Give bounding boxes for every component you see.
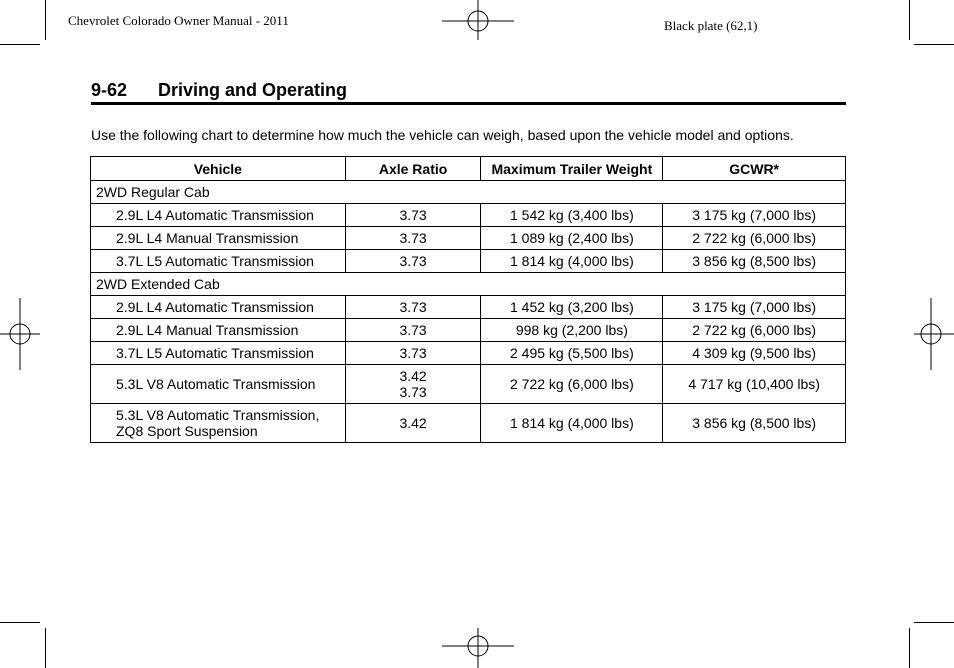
vehicle-cell: 2.9L L4 Manual Transmission xyxy=(91,227,346,250)
trailer-weight-cell: 1 089 kg (2,400 lbs) xyxy=(481,227,663,250)
crop-mark xyxy=(45,628,46,668)
intro-paragraph: Use the following chart to determine how much the vehicle can weigh, based upon the vehicle model and options. xyxy=(91,127,794,143)
vehicle-cell: 2.9L L4 Automatic Transmission xyxy=(91,296,346,319)
section-heading xyxy=(91,80,347,101)
group-row xyxy=(91,273,846,296)
crop-mark xyxy=(909,0,910,40)
trailer-weight-table xyxy=(90,156,846,443)
trailer-weight-cell: 1 452 kg (3,200 lbs) xyxy=(481,296,663,319)
gcwr-cell: 3 856 kg (8,500 lbs) xyxy=(663,250,846,273)
crop-mark xyxy=(0,622,40,623)
table-row xyxy=(91,404,846,443)
vehicle-cell: 2.9L L4 Manual Transmission xyxy=(91,319,346,342)
vehicle-cell: 3.7L L5 Automatic Transmission xyxy=(91,342,346,365)
group-label: 2WD Extended Cab xyxy=(91,273,846,296)
gcwr-cell: 3 175 kg (7,000 lbs) xyxy=(663,204,846,227)
table-row xyxy=(91,342,846,365)
heading-rule xyxy=(91,102,846,105)
axle-ratio-cell: 3.42 xyxy=(345,404,481,443)
table-row xyxy=(91,319,846,342)
axle-ratio-cell: 3.73 xyxy=(345,342,481,365)
crop-mark xyxy=(0,44,40,45)
gcwr-cell: 3 175 kg (7,000 lbs) xyxy=(663,296,846,319)
gcwr-cell: 4 717 kg (10,400 lbs) xyxy=(663,365,846,404)
trailer-weight-cell: 2 722 kg (6,000 lbs) xyxy=(481,365,663,404)
axle-ratio-cell: 3.73 xyxy=(345,319,481,342)
header-max-trailer-weight: Maximum Trailer Weight xyxy=(481,157,663,181)
header-vehicle: Vehicle xyxy=(91,157,346,181)
crop-mark xyxy=(45,0,46,40)
crop-mark xyxy=(914,622,954,623)
table-row xyxy=(91,296,846,319)
plate-label: Black plate (62,1) xyxy=(664,18,758,33)
section-title: Driving and Operating xyxy=(158,80,348,100)
group-label: 2WD Regular Cab xyxy=(91,181,846,204)
group-row xyxy=(91,181,846,204)
vehicle-line: 5.3L V8 Automatic Transmission, xyxy=(116,407,320,423)
trailer-weight-cell: 998 kg (2,200 lbs) xyxy=(481,319,663,342)
gcwr-cell: 3 856 kg (8,500 lbs) xyxy=(663,404,846,443)
axle-ratio-line: 3.42 xyxy=(399,368,427,384)
gcwr-cell: 2 722 kg (6,000 lbs) xyxy=(663,319,846,342)
registration-mark-left xyxy=(0,296,42,372)
trailer-weight-cell: 2 495 kg (5,500 lbs) xyxy=(481,342,663,365)
table-row xyxy=(91,204,846,227)
vehicle-cell: 2.9L L4 Automatic Transmission xyxy=(91,204,346,227)
page-number: 9-62 xyxy=(91,80,128,100)
trailer-weight-cell: 1 814 kg (4,000 lbs) xyxy=(481,250,663,273)
trailer-weight-cell: 1 814 kg (4,000 lbs) xyxy=(481,404,663,443)
registration-mark-top xyxy=(440,0,516,40)
axle-ratio-cell: 3.73 xyxy=(345,227,481,250)
crop-mark xyxy=(914,44,954,45)
axle-ratio-cell: 3.73 xyxy=(345,204,481,227)
table-row xyxy=(91,250,846,273)
axle-ratio-line: 3.73 xyxy=(399,384,427,400)
crop-mark xyxy=(909,628,910,668)
axle-ratio-cell: 3.73 xyxy=(345,250,481,273)
gcwr-cell: 4 309 kg (9,500 lbs) xyxy=(663,342,846,365)
vehicle-line: ZQ8 Sport Suspension xyxy=(116,423,258,439)
header-axle-ratio: Axle Ratio xyxy=(345,157,481,181)
table-row xyxy=(91,227,846,250)
registration-mark-right xyxy=(912,296,954,372)
table-row xyxy=(91,365,846,404)
trailer-weight-cell: 1 542 kg (3,400 lbs) xyxy=(481,204,663,227)
manual-title: Chevrolet Colorado Owner Manual - 2011 xyxy=(68,13,289,28)
gcwr-cell: 2 722 kg (6,000 lbs) xyxy=(663,227,846,250)
header-gcwr: GCWR* xyxy=(663,157,846,181)
registration-mark-bottom xyxy=(440,628,516,668)
vehicle-cell xyxy=(91,404,346,443)
axle-ratio-cell: 3.73 xyxy=(345,296,481,319)
axle-ratio-cell xyxy=(345,365,481,404)
table-header-row xyxy=(91,157,846,181)
vehicle-cell: 3.7L L5 Automatic Transmission xyxy=(91,250,346,273)
vehicle-cell: 5.3L V8 Automatic Transmission xyxy=(91,365,346,404)
